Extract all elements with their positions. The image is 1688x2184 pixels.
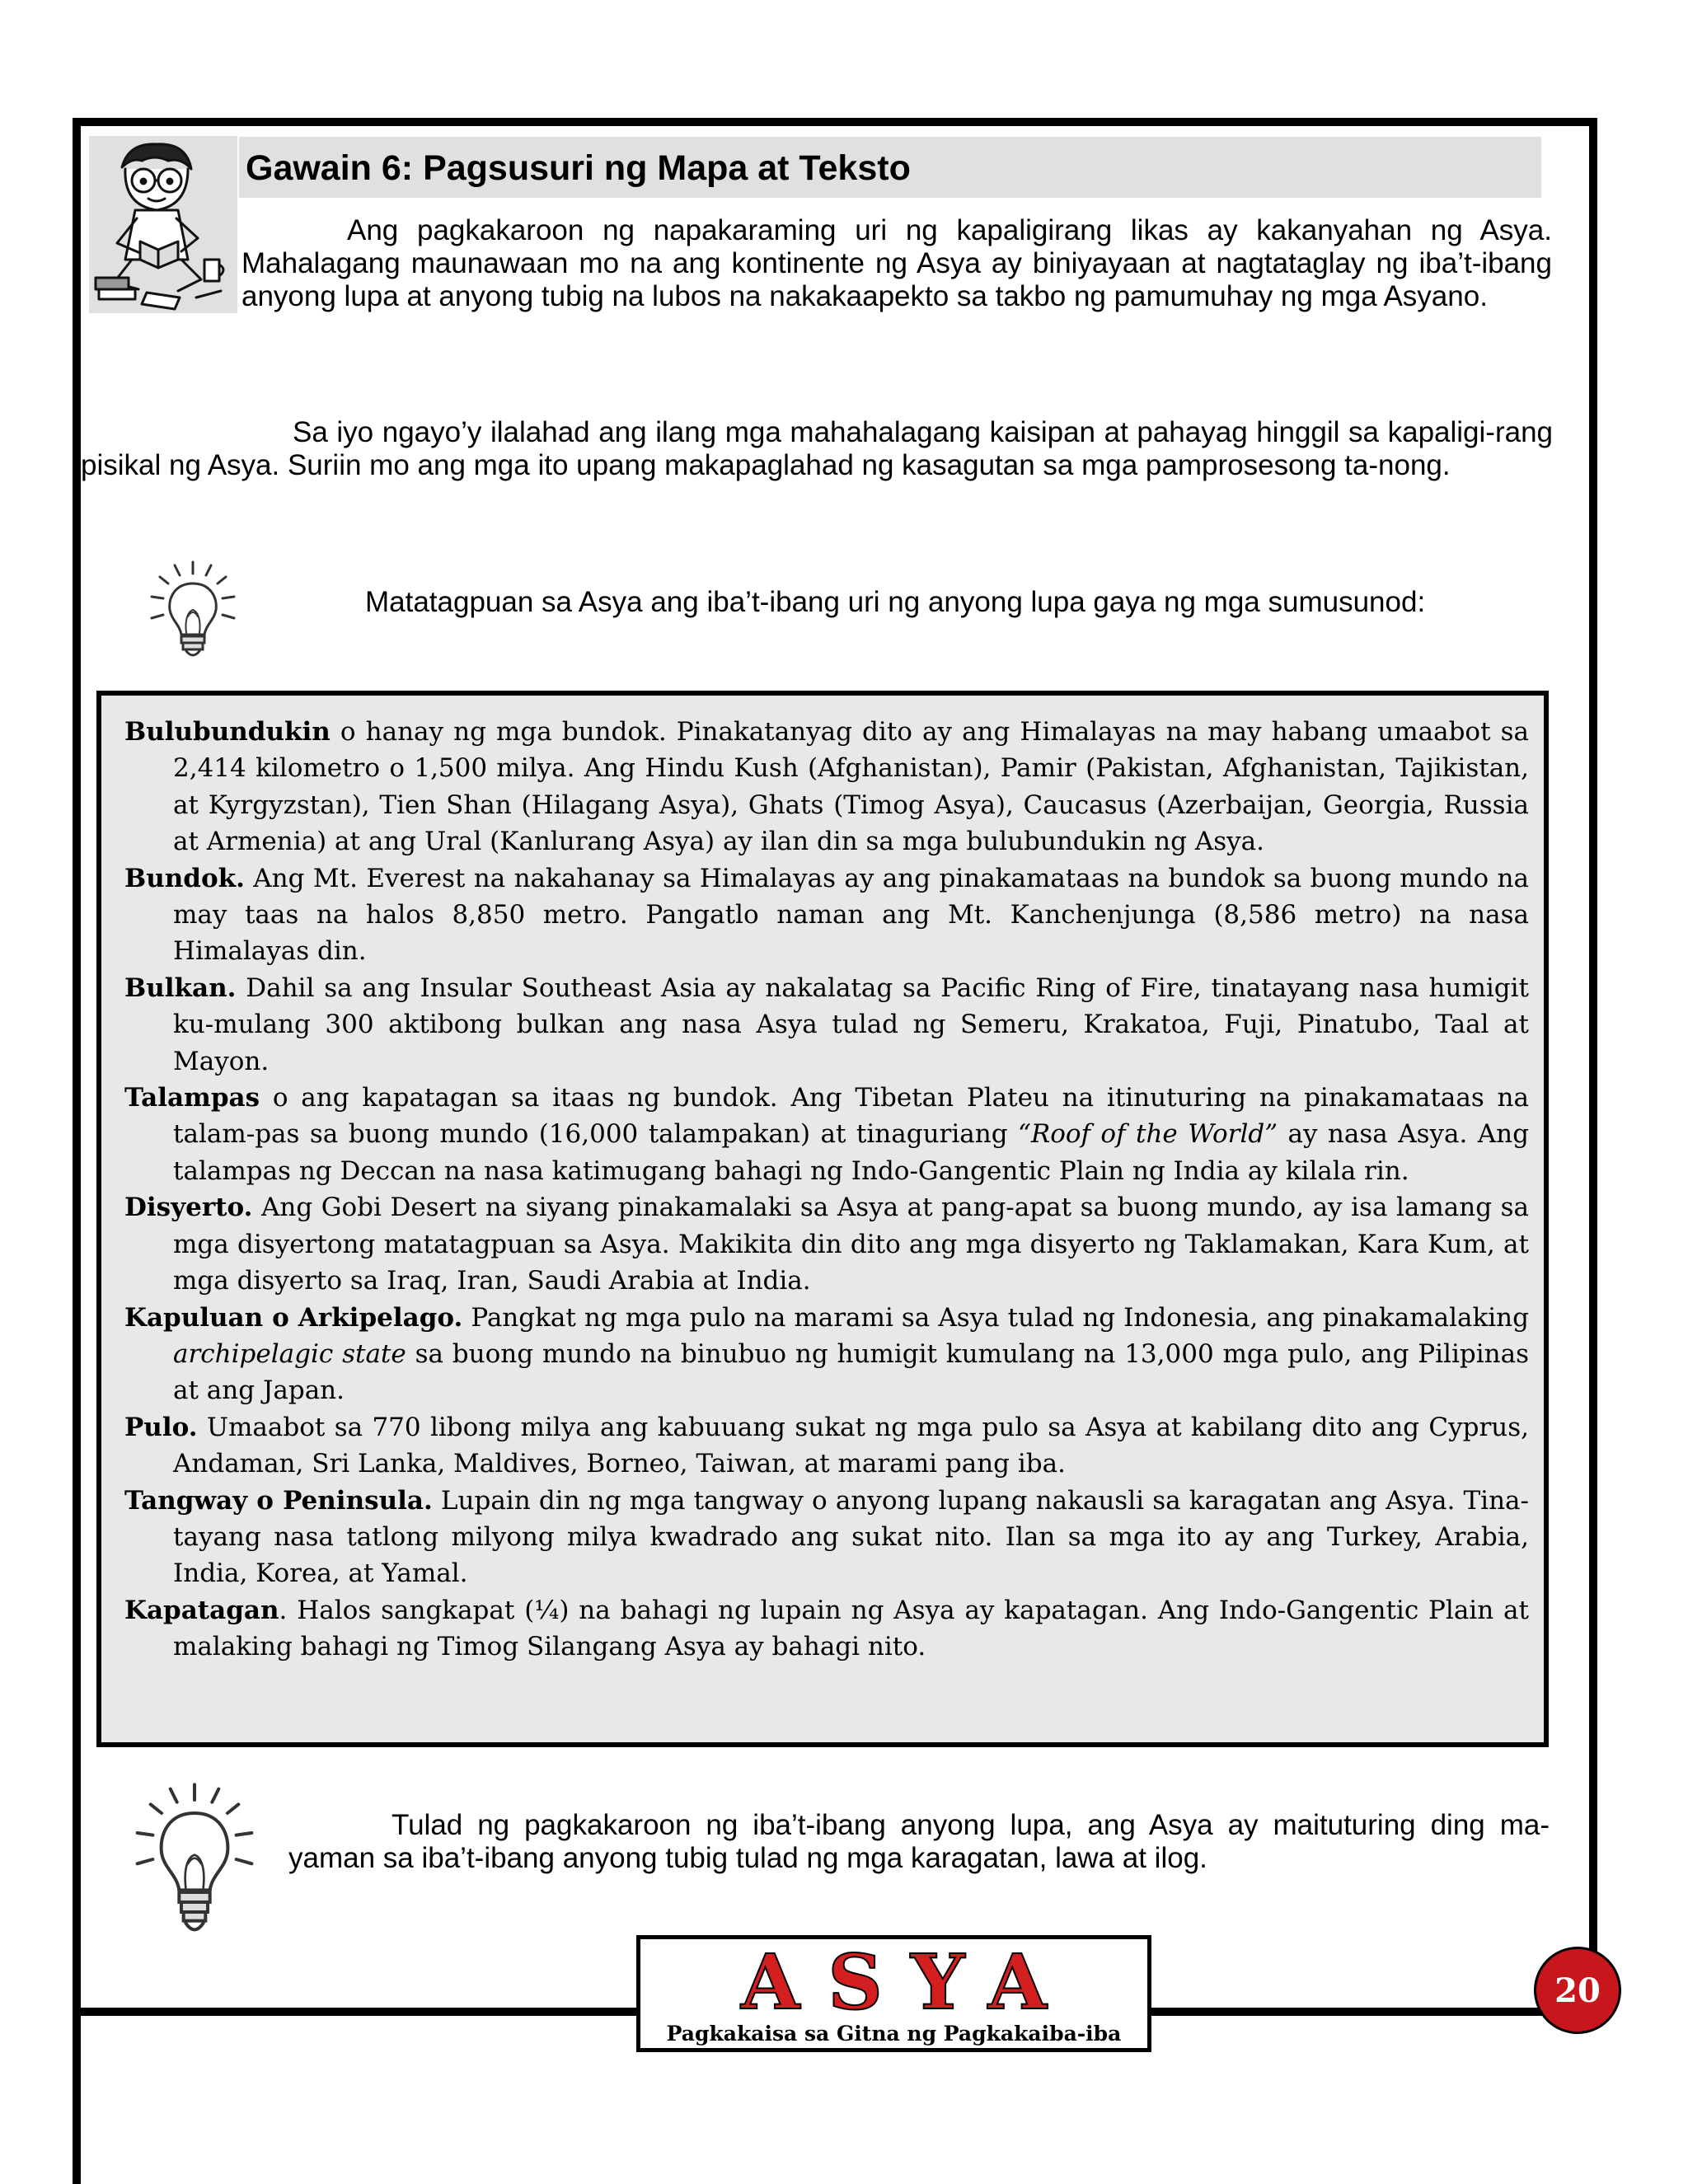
logo-word: ASYA bbox=[741, 1938, 1075, 2027]
page-title: Gawain 6: Pagsusuri ng Mapa at Teksto bbox=[246, 148, 911, 188]
intro-paragraph: Ang pagkakaroon ng napakaraming uri ng kapaligirang likas ay kakanyahan ng Asya. Mahalagang maunawaan mo na ang kontinente ng Asya ay biniyayaan at nagtataglay ng iba’t-ibang anyong lupa at anyong tubig na lubos na nakakaapekto sa takbo ng pamumuhay ng mga Asyano. bbox=[241, 214, 1552, 312]
list-item: Disyerto. Ang Gobi Desert na siyang pinakamalaki sa Asya at pang-apat sa buong mundo, ay isa lamang sa mga disyertong matatagpuan sa Asya. Makikita din dito ang mga disyerto ng Taklamakan, Kara Kum, at mga disyerto sa Iraq, Iran, Saudi Arabia at India. bbox=[124, 1193, 1529, 1296]
list-item: Tangway o Peninsula. Lupain din ng mga tangway o anyong lupang nakausli sa karagatan ang Asya. Tina-tayang nasa tatlong milyong milya kwadrado ang sukat nito. Ilan sa mga ito ay ang Turkey, Arabia, India, Korea, at Yamal. bbox=[124, 1485, 1529, 1589]
asya-logo bbox=[636, 1935, 1151, 2052]
list-item: Bulubundukin o hanay ng mga bundok. Pinakatanyag dito ay ang Himalayas na may habang umaabot sa 2,414 kilometro o 1,500 milya. Ang Hindu Kush (Afghanistan), Pamir (Pakistan, Afghanistan, Tajikistan, at Kyrgyzstan), Tien Shan (Hilagang Asya), Ghats (Timog Asya), Caucasus (Azerbaijan, Georgia, Russia at Armenia) at ang Ural (Kanlurang Asya) ay ilan din sa mga bulubundukin ng Asya. bbox=[124, 717, 1529, 857]
frame-top-border bbox=[73, 118, 1597, 126]
list-item: Bundok. Ang Mt. Everest na nakahanay sa Himalayas ay ang pinakamataas na bundok sa buong mundo na may taas na halos 8,850 metro. Pangatlo naman ang Mt. Kanchenjunga (8,586 metro) na nasa Himalayas din. bbox=[124, 863, 1529, 967]
list-item: Pulo. Umaabot sa 770 libong milya ang kabuuang sukat ng mga pulo sa Asya at kabilang dito ang Cyprus, Andaman, Sri Lanka, Maldives, Borneo, Taiwan, at marami pang iba. bbox=[124, 1412, 1529, 1479]
lightbulb-icon bbox=[124, 1780, 272, 1949]
list-item: Kapatagan. Halos sangkapat (¼) na bahagi ng lupain ng Asya ay kapatagan. Ang Indo-Gangentic Plain at malaking bahagi ng Timog Silangang Asya ay bahagi nito. bbox=[124, 1595, 1529, 1662]
list-item: Kapuluan o Arkipelago. Pangkat ng mga pulo na marami sa Asya tulad ng Indonesia, ang pinakamalaking archipelagic state sa buong mundo na binubuo ng humigit kumulang na 13,000 mga pulo, ang Pilipinas at ang Japan. bbox=[124, 1302, 1529, 1406]
student-reading-icon bbox=[89, 136, 237, 313]
instruction-paragraph: Sa iyo ngayo’y ilalahad ang ilang mga mahahalagang kaisipan at pahayag hinggil sa kapaligi-rang pisikal ng Asya. Suriin mo ang mga ito upang makapaglahad ng kasagutan sa mga pamprosesong ta-nong. bbox=[81, 416, 1553, 481]
list-item: Bulkan. Dahil sa ang Insular Southeast Asia ay nakalatag sa Pacific Ring of Fire, tinatayang nasa humigit ku-mulang 300 aktibong bulkan ang nasa Asya tulad ng Semeru, Krakatoa, Fuji, Pinatubo, Taal at Mayon. bbox=[124, 972, 1529, 1076]
activity-title-bar bbox=[239, 137, 1541, 198]
lightbulb-icon bbox=[142, 559, 249, 670]
landforms-list bbox=[124, 714, 1529, 1666]
list-item: Talampas o ang kapatagan sa itaas ng bundok. Ang Tibetan Plateu na itinuturing na pinakamataas na talam-pas sa buong mundo (16,000 talampakan) at tinaguriang “Roof of the World” ay nasa Asya. Ang talampas ng Deccan na nasa katimugang bahagi ng Indo-Gangentic Plain ng India ay kilala rin. bbox=[124, 1083, 1529, 1186]
page-number-badge: 20 bbox=[1534, 1947, 1621, 2034]
frame-right-border bbox=[1589, 118, 1597, 2022]
water-intro: Tulad ng pagkakaroon ng iba’t-ibang anyong lupa, ang Asya ay maituturing ding ma-yaman sa iba’t-ibang anyong tubig tulad ng mga karagatan, lawa at ilog. bbox=[288, 1809, 1550, 1874]
logo-subtitle: Pagkakaisa sa Gitna ng Pagkakaiba-iba bbox=[666, 2022, 1122, 2046]
landforms-intro: Matatagpuan sa Asya ang iba’t-ibang uri ng anyong lupa gaya ng mga sumusunod: bbox=[365, 586, 1426, 618]
landforms-panel bbox=[96, 691, 1549, 1747]
frame-left-border bbox=[73, 118, 81, 2184]
